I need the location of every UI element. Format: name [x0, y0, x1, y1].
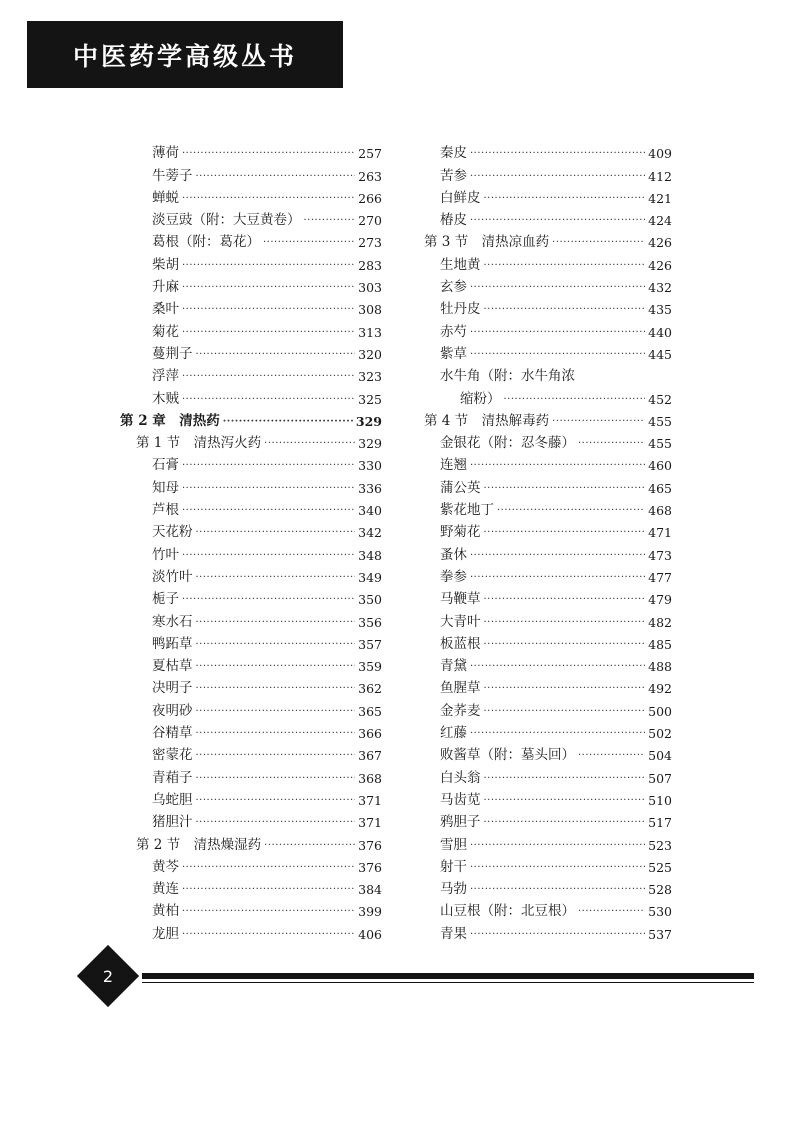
toc-entry-page: 323	[358, 369, 382, 385]
toc-entry[interactable]	[424, 207, 672, 229]
toc-leader-dots	[196, 169, 356, 185]
toc-entry[interactable]	[424, 341, 672, 363]
toc-entry-title: 淡豆豉（附：大豆黄卷）	[152, 212, 301, 229]
toc-entry-page: 492	[648, 681, 672, 697]
toc-entry-page: 325	[358, 391, 382, 407]
page-number: 2	[102, 966, 114, 986]
toc-leader-dots	[264, 436, 355, 452]
toc-leader-dots	[182, 860, 355, 876]
toc-entry-title: 马齿苋	[440, 791, 481, 808]
toc-entry[interactable]	[120, 541, 382, 563]
toc-leader-dots	[470, 860, 645, 876]
toc-entry[interactable]	[424, 140, 672, 162]
toc-entry[interactable]	[120, 251, 382, 273]
toc-entry[interactable]	[120, 653, 382, 675]
toc-entry-title: 龙胆	[152, 925, 179, 942]
toc-entry-title: 乌蛇胆	[152, 791, 193, 808]
toc-leader-dots	[182, 191, 355, 207]
toc-entry[interactable]	[120, 720, 382, 742]
toc-entry-title: 谷精草	[152, 725, 193, 742]
toc-entry-title: 紫花地丁	[440, 502, 494, 519]
toc-entry-title: 柴胡	[152, 256, 179, 273]
toc-entry-page: 468	[648, 503, 672, 519]
toc-entry[interactable]	[120, 742, 382, 764]
toc-entry[interactable]	[120, 363, 382, 385]
toc-leader-dots	[484, 815, 646, 831]
toc-leader-dots	[182, 280, 355, 296]
toc-entry[interactable]	[120, 185, 382, 207]
toc-leader-dots	[182, 146, 355, 162]
toc-entry[interactable]	[120, 608, 382, 630]
toc-entry[interactable]	[424, 653, 672, 675]
toc-leader-dots	[223, 414, 353, 430]
toc-entry-page: 330	[358, 458, 382, 474]
toc-entry-page: 356	[358, 614, 382, 630]
toc-entry-page: 460	[648, 458, 672, 474]
toc-leader-dots	[484, 681, 646, 697]
toc-entry-page: 348	[358, 547, 382, 563]
toc-entry-page: 357	[358, 636, 382, 652]
toc-entry[interactable]	[120, 274, 382, 296]
toc-entry[interactable]	[424, 697, 672, 719]
toc-entry-page: 510	[648, 792, 672, 808]
toc-leader-dots	[484, 771, 646, 787]
toc-entry-title: 鱼腥草	[440, 680, 481, 697]
toc-entry-title: 蝉蜕	[152, 189, 179, 206]
toc-leader-dots	[196, 347, 356, 363]
toc-entry[interactable]	[120, 675, 382, 697]
toc-leader-dots	[484, 258, 646, 274]
toc-entry-page: 367	[358, 748, 382, 764]
toc-entry[interactable]	[424, 586, 672, 608]
toc-entry-title: 密蒙花	[152, 747, 193, 764]
toc-entry[interactable]	[120, 474, 382, 496]
toc-leader-dots	[196, 525, 356, 541]
toc-entry[interactable]	[424, 474, 672, 496]
toc-entry-page: 376	[358, 837, 382, 853]
toc-entry[interactable]	[120, 497, 382, 519]
toc-entry-page: 517	[648, 815, 672, 831]
series-title: 中医药学高级丛书	[72, 41, 297, 71]
toc-entry-title: 寒水石	[152, 613, 193, 630]
toc-leader-dots	[470, 213, 645, 229]
toc-entry[interactable]	[424, 854, 672, 876]
toc-entry-title: 金荞麦	[440, 702, 481, 719]
toc-entry-page: 371	[358, 815, 382, 831]
toc-leader-dots	[484, 615, 646, 631]
toc-entry-page: 283	[358, 257, 382, 273]
toc-entry-page: 303	[358, 280, 382, 296]
toc-leader-dots	[182, 258, 355, 274]
toc-leader-dots	[484, 637, 646, 653]
toc-entry-page: 477	[648, 569, 672, 585]
toc-entry-page: 452	[648, 391, 672, 407]
toc-leader-dots	[484, 592, 646, 608]
toc-entry[interactable]	[120, 809, 382, 831]
toc-leader-dots	[182, 548, 355, 564]
toc-entry[interactable]	[120, 854, 382, 876]
toc-entry[interactable]	[424, 720, 672, 742]
toc-entry-title: 射干	[440, 858, 467, 875]
toc-entry[interactable]	[424, 608, 672, 630]
toc-leader-dots	[578, 904, 645, 920]
toc-entry-title: 栀子	[152, 591, 179, 608]
toc-entry-page: 504	[648, 748, 672, 764]
toc-entry-page: 409	[648, 146, 672, 162]
toc-entry[interactable]	[120, 831, 382, 853]
toc-leader-dots	[504, 392, 646, 408]
toc-leader-dots	[470, 458, 645, 474]
toc-column-right	[424, 140, 672, 943]
toc-entry-page: 349	[358, 569, 382, 585]
toc-entry-page: 320	[358, 346, 382, 362]
toc-entry-title: 青果	[440, 925, 467, 942]
toc-entry-page: 350	[358, 592, 382, 608]
toc-entry-title: 连翘	[440, 457, 467, 474]
toc-entry[interactable]	[120, 318, 382, 340]
toc-entry-title: 桑叶	[152, 301, 179, 318]
toc-entry[interactable]	[424, 363, 672, 385]
toc-entry-title: 青黛	[440, 658, 467, 675]
toc-entry-page: 270	[358, 213, 382, 229]
toc-entry[interactable]	[120, 430, 382, 452]
toc-entry[interactable]	[424, 229, 672, 251]
toc-leader-dots	[484, 793, 646, 809]
toc-entry-title: 水牛角（附：水牛角浓	[440, 368, 575, 385]
toc-entry[interactable]	[120, 564, 382, 586]
toc-entry-title: 黄芩	[152, 858, 179, 875]
toc-entry-title: 猪胆汁	[152, 814, 193, 831]
toc-leader-dots	[182, 392, 355, 408]
toc-leader-dots	[182, 882, 355, 898]
toc-entry[interactable]	[120, 452, 382, 474]
toc-leader-dots	[578, 748, 645, 764]
toc-entry-title: 败酱草（附：墓头回）	[440, 747, 575, 764]
toc-entry[interactable]	[424, 898, 672, 920]
toc-leader-dots	[552, 414, 645, 430]
toc-entry[interactable]	[120, 341, 382, 363]
footer-rule	[142, 973, 754, 979]
toc-entry[interactable]	[120, 631, 382, 653]
toc-entry[interactable]	[424, 742, 672, 764]
toc-entry[interactable]	[424, 430, 672, 452]
toc-entry-title: 拳参	[440, 568, 467, 585]
toc-entry-title: 板蓝根	[440, 635, 481, 652]
toc-leader-dots	[470, 882, 645, 898]
toc-entry-title: 野菊花	[440, 524, 481, 541]
toc-entry-title: 金银花（附：忍冬藤）	[440, 435, 575, 452]
toc-entry-page: 502	[648, 726, 672, 742]
toc-entry[interactable]	[120, 586, 382, 608]
toc-leader-dots	[484, 191, 646, 207]
toc-entry[interactable]	[424, 497, 672, 519]
toc-entry-title: 蔓荆子	[152, 345, 193, 362]
toc-entry-page: 500	[648, 703, 672, 719]
toc-leader-dots	[470, 570, 645, 586]
footer-rule-thin	[142, 982, 754, 983]
toc-entry-page: 421	[648, 190, 672, 206]
toc-entry-title: 马鞭草	[440, 591, 481, 608]
toc-entry[interactable]	[120, 207, 382, 229]
toc-leader-dots	[470, 325, 645, 341]
toc-entry[interactable]	[424, 675, 672, 697]
toc-entry-page: 342	[358, 525, 382, 541]
toc-entry-page: 530	[648, 904, 672, 920]
toc-entry-title: 第 4 节 清热解毒药	[424, 412, 550, 429]
toc-entry-page: 384	[358, 882, 382, 898]
toc-leader-dots	[263, 235, 355, 251]
toc-leader-dots	[196, 659, 356, 675]
toc-entry-title: 红藤	[440, 725, 467, 742]
toc-entry-title: 雪胆	[440, 836, 467, 853]
toc-entry-page: 507	[648, 770, 672, 786]
toc-leader-dots	[264, 838, 355, 854]
toc-entry-page: 537	[648, 926, 672, 942]
toc-entry-page: 406	[358, 926, 382, 942]
toc-entry-title: 鸭跖草	[152, 635, 193, 652]
toc-entry[interactable]	[120, 898, 382, 920]
toc-leader-dots	[196, 793, 356, 809]
toc-entry-page: 424	[648, 213, 672, 229]
toc-entry-page: 426	[648, 257, 672, 273]
toc-entry[interactable]	[424, 876, 672, 898]
toc-entry-title: 石膏	[152, 457, 179, 474]
toc-leader-dots	[470, 659, 645, 675]
toc-leader-dots	[182, 325, 355, 341]
toc-leader-dots	[182, 481, 355, 497]
toc-leader-dots	[470, 726, 645, 742]
toc-entry[interactable]	[424, 831, 672, 853]
toc-entry[interactable]	[424, 251, 672, 273]
toc-entry-title: 赤芍	[440, 323, 467, 340]
toc-entry-title: 大青叶	[440, 613, 481, 630]
toc-entry-title: 升麻	[152, 279, 179, 296]
toc-entry-page: 329	[358, 436, 382, 452]
toc-entry-title: 青葙子	[152, 769, 193, 786]
toc-entry-title: 黄柏	[152, 903, 179, 920]
toc-leader-dots	[484, 302, 646, 318]
toc-entry[interactable]	[424, 296, 672, 318]
toc-entry[interactable]	[424, 452, 672, 474]
toc-entry-page: 426	[648, 235, 672, 251]
toc-entry-page: 465	[648, 480, 672, 496]
toc-leader-dots	[196, 615, 356, 631]
toc-entry-title: 紫草	[440, 345, 467, 362]
toc-entry-title: 夏枯草	[152, 658, 193, 675]
series-banner	[27, 21, 343, 88]
toc-column-left	[120, 140, 382, 943]
toc-leader-dots	[196, 570, 356, 586]
toc-entry-page: 479	[648, 592, 672, 608]
toc-entry[interactable]	[424, 764, 672, 786]
toc-entry[interactable]	[120, 519, 382, 541]
toc-entry-page: 471	[648, 525, 672, 541]
toc-entry-title: 木贼	[152, 390, 179, 407]
toc-entry-page: 313	[358, 324, 382, 340]
toc-entry-title: 决明子	[152, 680, 193, 697]
toc-leader-dots	[497, 503, 645, 519]
toc-entry-title: 生地黄	[440, 256, 481, 273]
toc-entry-title: 第 1 节 清热泻火药	[136, 435, 262, 452]
toc-entry[interactable]	[120, 229, 382, 251]
toc-entry-title: 竹叶	[152, 546, 179, 563]
toc-entry-page: 440	[648, 324, 672, 340]
toc-leader-dots	[196, 815, 356, 831]
toc-entry[interactable]	[120, 162, 382, 184]
toc-entry-page: 485	[648, 636, 672, 652]
toc-entry-page: 368	[358, 770, 382, 786]
toc-leader-dots	[552, 235, 645, 251]
toc-entry-page: 399	[358, 904, 382, 920]
toc-entry-title: 第 2 章 清热药	[120, 412, 220, 429]
toc-entry[interactable]	[424, 519, 672, 541]
toc-entry-title: 黄连	[152, 881, 179, 898]
toc-entry-title: 第 2 节 清热燥湿药	[136, 836, 262, 853]
toc-leader-dots	[196, 771, 356, 787]
toc-leader-dots	[196, 637, 356, 653]
toc-entry-title: 椿皮	[440, 212, 467, 229]
toc-entry[interactable]	[424, 385, 672, 407]
toc-leader-dots	[182, 302, 355, 318]
toc-entry-title: 葛根（附：葛花）	[152, 234, 260, 251]
toc-entry-page: 525	[648, 859, 672, 875]
toc-entry-page: 445	[648, 346, 672, 362]
toc-entry[interactable]	[120, 697, 382, 719]
toc-entry[interactable]	[424, 920, 672, 942]
toc-entry-page: 308	[358, 302, 382, 318]
toc-entry[interactable]	[424, 787, 672, 809]
toc-entry[interactable]	[120, 787, 382, 809]
toc-leader-dots	[470, 548, 645, 564]
toc-entry-title: 芦根	[152, 502, 179, 519]
toc-entry-title: 缩粉）	[460, 390, 501, 407]
toc-entry-page: 455	[648, 436, 672, 452]
toc-entry-title: 第 3 节 清热凉血药	[424, 234, 550, 251]
toc-entry[interactable]	[424, 274, 672, 296]
toc-entry-page: 340	[358, 503, 382, 519]
toc-entry-page: 528	[648, 882, 672, 898]
toc-entry-page: 362	[358, 681, 382, 697]
toc-leader-dots	[470, 169, 645, 185]
toc-entry-page: 523	[648, 837, 672, 853]
toc-leader-dots	[182, 904, 355, 920]
toc-entry-title: 马勃	[440, 881, 467, 898]
toc-entry-page: 488	[648, 659, 672, 675]
toc-entry-page: 432	[648, 280, 672, 296]
toc-entry-page: 371	[358, 792, 382, 808]
toc-entry[interactable]	[120, 140, 382, 162]
toc-entry[interactable]	[120, 876, 382, 898]
toc-leader-dots	[470, 927, 645, 943]
toc-leader-dots	[196, 704, 356, 720]
toc-entry-page: 473	[648, 547, 672, 563]
toc-entry[interactable]	[120, 385, 382, 407]
toc-entry-page: 366	[358, 726, 382, 742]
toc-entry[interactable]	[424, 631, 672, 653]
toc-entry-title: 天花粉	[152, 524, 193, 541]
toc-entry-title: 秦皮	[440, 145, 467, 162]
toc-leader-dots	[182, 927, 355, 943]
toc-leader-dots	[470, 838, 645, 854]
toc-entry[interactable]	[424, 162, 672, 184]
toc-leader-dots	[182, 369, 355, 385]
toc-entry-page: 263	[358, 168, 382, 184]
toc-entry-page: 273	[358, 235, 382, 251]
toc-entry-title: 牡丹皮	[440, 301, 481, 318]
toc-entry-title: 知母	[152, 479, 179, 496]
toc-entry[interactable]	[424, 809, 672, 831]
toc-entry-page: 257	[358, 146, 382, 162]
toc-leader-dots	[470, 146, 645, 162]
toc-entry-title: 薄荷	[152, 145, 179, 162]
toc-entry[interactable]	[120, 296, 382, 318]
toc-entry-title: 菊花	[152, 323, 179, 340]
toc-entry-title: 浮萍	[152, 368, 179, 385]
toc-leader-dots	[484, 481, 646, 497]
toc-entry[interactable]	[424, 408, 672, 430]
toc-entry-page: 412	[648, 168, 672, 184]
toc-entry-title: 蒲公英	[440, 479, 481, 496]
toc-leader-dots	[484, 525, 646, 541]
toc-leader-dots	[578, 436, 645, 452]
toc-leader-dots	[484, 704, 646, 720]
toc-entry[interactable]	[120, 408, 382, 430]
toc-entry-title: 白头翁	[440, 769, 481, 786]
toc-entry[interactable]	[424, 564, 672, 586]
toc-entry-title: 蚤休	[440, 546, 467, 563]
toc-leader-dots	[304, 213, 356, 229]
toc-leader-dots	[196, 681, 356, 697]
toc-leader-dots	[182, 458, 355, 474]
toc-entry[interactable]	[120, 764, 382, 786]
toc-entry-page: 365	[358, 703, 382, 719]
toc-leader-dots	[470, 347, 645, 363]
toc-entry[interactable]	[120, 920, 382, 942]
toc-entry-page: 482	[648, 614, 672, 630]
toc-leader-dots	[196, 726, 356, 742]
toc-entry-title: 白鲜皮	[440, 189, 481, 206]
toc-entry-title: 苦参	[440, 167, 467, 184]
toc-leader-dots	[196, 748, 356, 764]
toc-entry-page: 455	[648, 413, 672, 429]
toc-entry-page: 359	[358, 659, 382, 675]
toc-entry-title: 玄参	[440, 279, 467, 296]
toc-entry-page: 266	[358, 190, 382, 206]
toc-entry-title: 鸦胆子	[440, 814, 481, 831]
toc-entry-page: 376	[358, 859, 382, 875]
toc-leader-dots	[182, 592, 355, 608]
toc-entry[interactable]	[424, 185, 672, 207]
toc-entry[interactable]	[424, 541, 672, 563]
toc-leader-dots	[470, 280, 645, 296]
toc-entry-page: 336	[358, 480, 382, 496]
toc-entry-title: 夜明砂	[152, 702, 193, 719]
toc-entry[interactable]	[424, 318, 672, 340]
toc-entry-page: 329	[355, 413, 382, 429]
toc-entry-title: 牛蒡子	[152, 167, 193, 184]
toc-entry-title: 山豆根（附：北豆根）	[440, 903, 575, 920]
toc-entry-title: 淡竹叶	[152, 568, 193, 585]
toc-leader-dots	[182, 503, 355, 519]
toc-entry-page: 435	[648, 302, 672, 318]
